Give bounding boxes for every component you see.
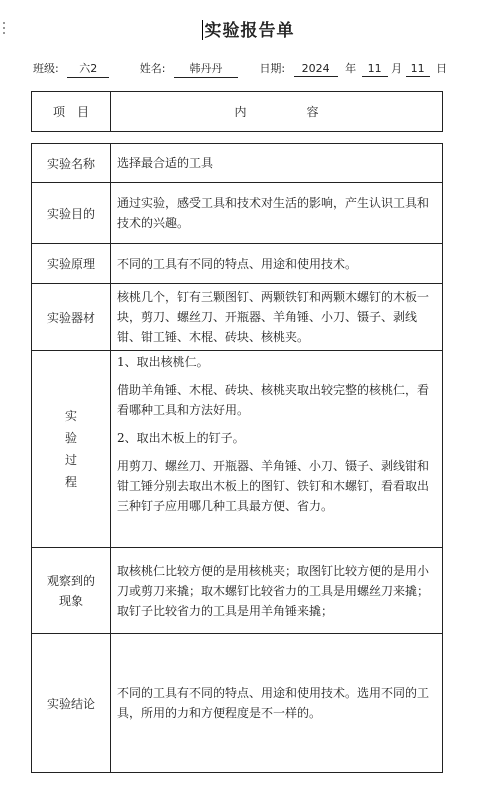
content-purpose[interactable]: 通过实验，感受工具和技术对生活的影响，产生认识工具和技术的兴趣。 <box>111 183 443 244</box>
content-principle[interactable]: 不同的工具有不同的特点、用途和使用技术。 <box>111 244 443 284</box>
label-observation-line2: 现象 <box>58 593 83 608</box>
header-item-cell: 项 目 <box>32 92 111 132</box>
class-value: 六2 <box>67 60 109 78</box>
info-line <box>33 60 447 78</box>
row-process <box>32 351 443 548</box>
report-table <box>31 143 443 773</box>
content-materials[interactable]: 核桃几个，钉有三颗图钉、两颗铁钉和两颗木螺钉的木板一块，剪刀、螺丝刀、开瓶器、羊角锤、小刀、镊子、剥线钳、钳工锤、木棍、砖块、核桃夹。 <box>111 284 443 351</box>
process-step: 2、取出木板上的钉子。 <box>117 431 245 445</box>
content-process[interactable] <box>111 351 443 548</box>
content-observation[interactable]: 取核桃仁比较方便的是用核桃夹；取图钉比较方便的是用小刀或剪刀来撬；取木螺钉比较省力的工具是用螺丝刀来撬；取钉子比较省力的工具是用羊角锤来撬； <box>111 548 443 634</box>
label-principle: 实验原理 <box>32 244 111 284</box>
label-process-char: 程 <box>64 475 77 489</box>
content-experiment-name[interactable]: 选择最合适的工具 <box>111 144 443 183</box>
label-conclusion: 实验结论 <box>32 634 111 773</box>
label-observation <box>32 548 111 634</box>
date-label: 日期: <box>259 62 286 75</box>
year-value: 2024 <box>294 62 338 77</box>
name-value: 韩丹丹 <box>174 60 238 78</box>
name-label: 姓名: <box>139 62 166 75</box>
label-process-char: 验 <box>64 431 77 445</box>
page-title <box>0 16 496 41</box>
label-process-char: 实 <box>64 409 77 423</box>
label-experiment-name: 实验名称 <box>32 144 111 183</box>
label-purpose: 实验目的 <box>32 183 111 244</box>
class-label: 班级: <box>33 62 59 75</box>
row-principle <box>32 244 443 284</box>
label-materials: 实验器材 <box>32 284 111 351</box>
row-materials <box>32 284 443 351</box>
label-process <box>32 351 111 548</box>
row-conclusion <box>32 634 443 773</box>
header-content-cell: 内 容 <box>111 92 443 132</box>
day-unit: 日 <box>436 62 448 75</box>
row-observation <box>32 548 443 634</box>
day-value: 11 <box>406 62 430 77</box>
text-cursor <box>202 20 203 40</box>
year-unit: 年 <box>345 62 357 75</box>
title-text: 实验报告单 <box>204 21 295 41</box>
month-unit: 月 <box>391 62 403 75</box>
row-experiment-name <box>32 144 443 183</box>
process-step: 用剪刀、螺丝刀、开瓶器、羊角锤、小刀、镊子、剥线钳和钳工锤分别去取出木板上的图钉、铁钉和木螺钉，看看取出三种钉子应用哪几种工具最方便、省力。 <box>117 459 430 513</box>
process-step: 借助羊角锤、木棍、砖块、核桃夹取出较完整的核桃仁，看看哪种工具和方法好用。 <box>117 383 430 417</box>
label-process-char: 过 <box>64 453 77 467</box>
label-observation-line1: 观察到的 <box>46 573 95 588</box>
process-step: 1、取出核桃仁。 <box>117 355 209 369</box>
header-table <box>31 91 443 132</box>
row-purpose <box>32 183 443 244</box>
content-conclusion[interactable]: 不同的工具有不同的特点、用途和使用技术。选用不同的工具，所用的力和方便程度是不一样的。 <box>111 634 443 773</box>
month-value: 11 <box>362 62 388 77</box>
